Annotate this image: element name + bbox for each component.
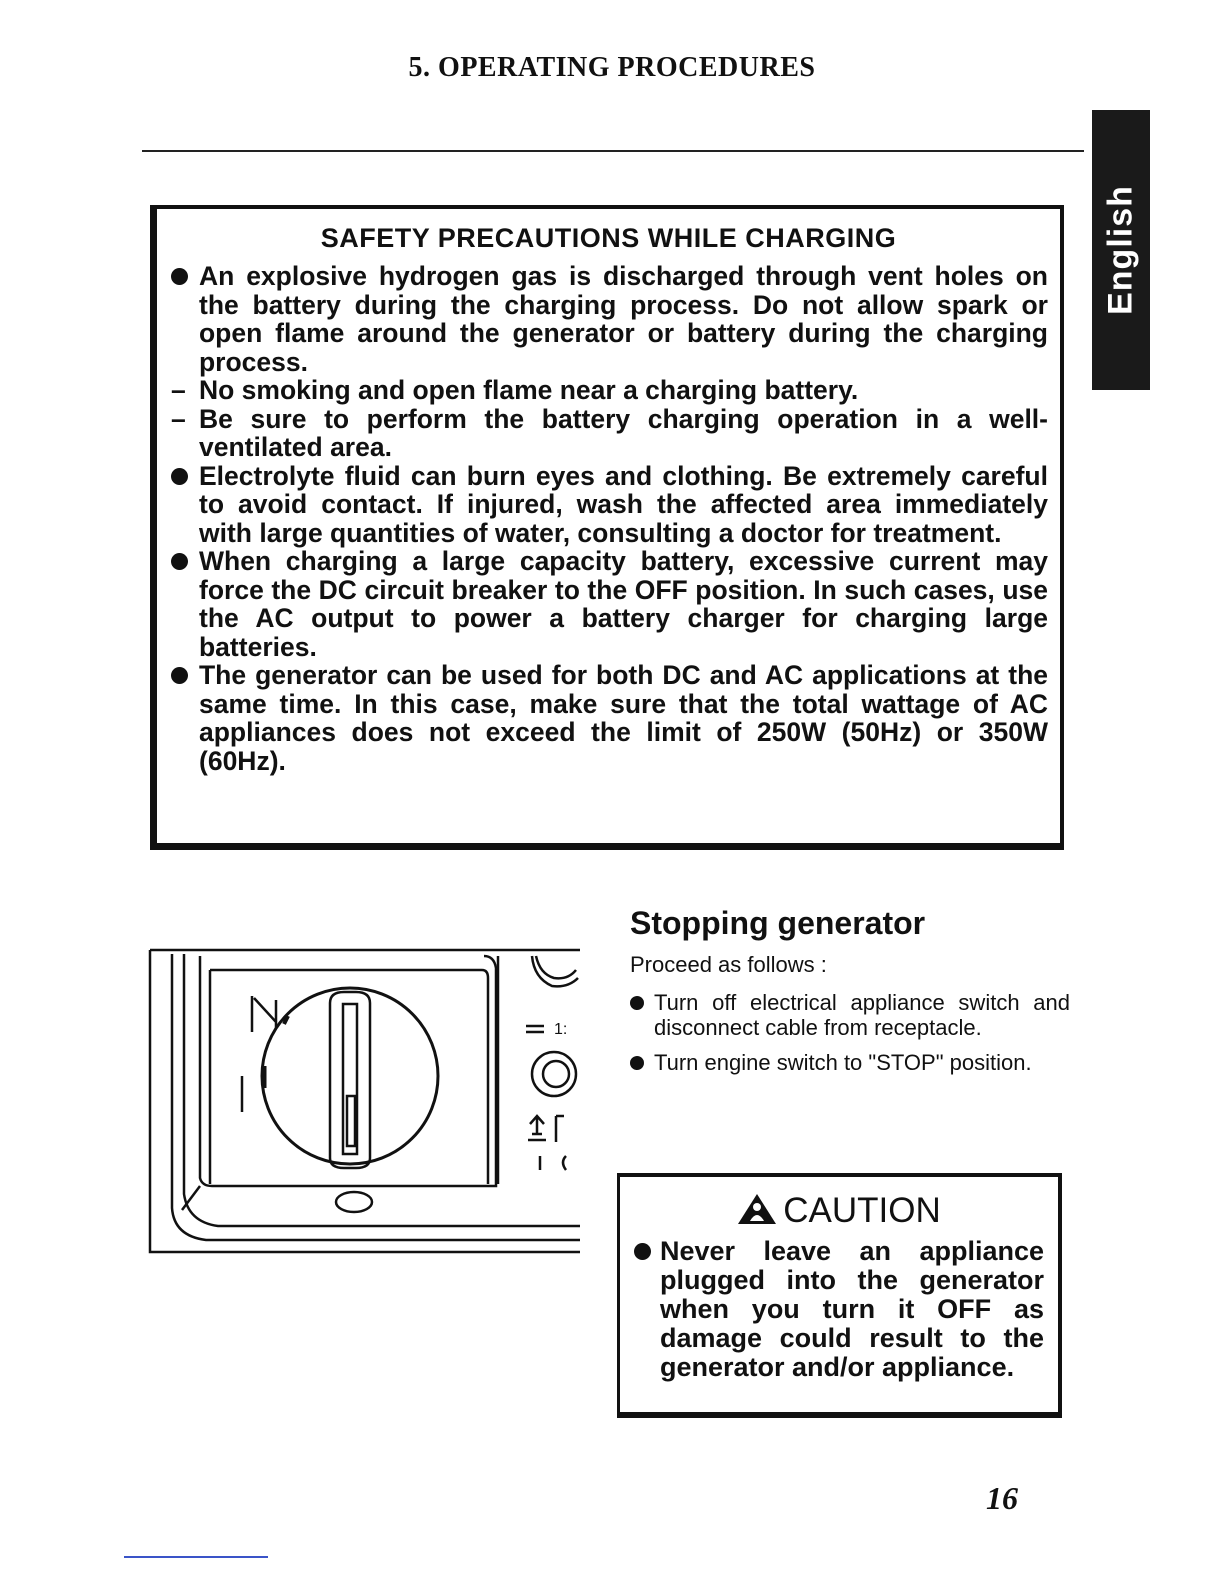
- bullet-icon: [171, 667, 188, 684]
- page-header: 5. OPERATING PROCEDURES: [408, 52, 816, 83]
- stopping-steps: [630, 990, 1070, 1085]
- bullet-icon: [630, 1056, 644, 1070]
- engine-switch-illustration: [148, 948, 580, 1254]
- language-tab: [1092, 110, 1150, 390]
- caution-text: Never leave an appliance plugged into the generator when you turn it OFF as damage could result to the generator and/or appliance.: [634, 1237, 1044, 1382]
- safety-item: The generator can be used for both DC and AC applications at the same time. In this case, make sure that the total wattage of AC appliances does not exceed the limit of 250W (50Hz) or 350W (60Hz).: [171, 661, 1048, 775]
- safety-item: – Be sure to perform the battery charging operation in a well-ventilated area.: [171, 403, 1048, 462]
- safety-item: Electrolyte fluid can burn eyes and clothing. Be extremely careful to avoid contact. If injured, wash the affected area immediately with large quantities of water, consulting a doctor for treatment.: [171, 462, 1048, 548]
- caution-heading: [620, 1191, 1058, 1231]
- safety-item: – No smoking and open flame near a charging battery.: [171, 375, 859, 405]
- safety-item: When charging a large capacity battery, excessive current may force the DC circuit breaker to the OFF position. In such cases, use the AC output to power a battery charger for charging large batteries.: [171, 547, 1048, 661]
- bullet-icon: [634, 1243, 651, 1260]
- bullet-icon: [171, 553, 188, 570]
- language-tab-label: English: [1101, 185, 1140, 315]
- stopping-intro: Proceed as follows :: [630, 952, 827, 977]
- stopping-step: Turn off electrical appliance switch and disconnect cable from receptacle.: [630, 990, 1070, 1040]
- bullet-icon: [171, 268, 188, 285]
- safety-title: SAFETY PRECAUTIONS WHILE CHARGING: [320, 223, 897, 253]
- bullet-icon: [630, 996, 644, 1010]
- header-rule: [142, 150, 1084, 152]
- caution-title: CAUTION: [783, 1191, 941, 1230]
- bullet-icon: [171, 468, 188, 485]
- safety-item: An explosive hydrogen gas is discharged through vent holes on the battery during the charging process. Do not allow spark or open flame around the generator or battery during the charging process.: [171, 262, 1048, 376]
- warning-triangle-icon: [737, 1193, 777, 1225]
- caution-box: [617, 1173, 1062, 1418]
- footer-line: [124, 1556, 268, 1558]
- safety-precautions-box: [150, 205, 1064, 850]
- page-number: 16: [986, 1480, 1018, 1516]
- dc-label: 1:: [554, 1021, 568, 1038]
- stopping-step: Turn engine switch to "STOP" position.: [630, 1050, 1070, 1075]
- stopping-generator-title: Stopping generator: [630, 905, 926, 941]
